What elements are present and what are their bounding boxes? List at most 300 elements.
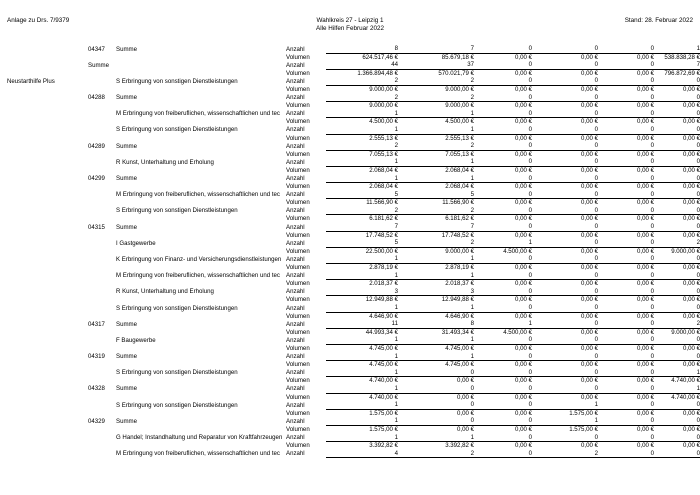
cell-value-c: 0 — [532, 158, 598, 166]
cell-value-e: 0 — [654, 450, 700, 458]
cell-total: 6.181,62 € — [369, 215, 398, 223]
cell-program — [0, 85, 88, 93]
cell-total: 624.517,46 € — [362, 53, 398, 61]
cell-total: 1 — [326, 255, 398, 263]
cell-value-c: 0,00 € — [581, 296, 598, 304]
table-row — [0, 296, 700, 304]
cell-sector: M Erbringung von freiberuflichen, wissenschaftlichen und tec — [116, 110, 280, 118]
cell-program — [0, 231, 88, 239]
cell-value-d: 0,00 € — [637, 328, 654, 336]
cell-measure: Volumen — [286, 85, 310, 93]
cell-postcode — [88, 102, 116, 110]
cell-sector: S Erbringung von sonstigen Dienstleistungen — [116, 369, 238, 377]
cell-measure: Volumen — [286, 377, 310, 385]
cell-value-a: 0,00 € — [457, 425, 474, 433]
cell-postcode — [88, 328, 116, 336]
cell-value-c: 0,00 € — [581, 118, 598, 126]
cell-total: 8 — [326, 45, 398, 53]
cell-total: 44 — [326, 61, 398, 69]
cell-sector: Summe — [116, 223, 137, 231]
table-row — [0, 434, 700, 442]
cell-value-d: 0,00 € — [637, 280, 654, 288]
cell-value-a: 7.055,13 € — [445, 150, 474, 158]
title-line-2: Alle Hilfen Februar 2022 — [316, 25, 384, 32]
cell-value-c: 2 — [532, 450, 598, 458]
cell-value-d: 0 — [598, 175, 654, 183]
cell-postcode: 04289 — [88, 142, 105, 150]
cell-value-e: 0 — [654, 288, 700, 296]
cell-value-b: 0 — [474, 191, 532, 199]
cell-total: 4.740,00 € — [369, 377, 398, 385]
cell-value-d: 0 — [598, 417, 654, 425]
cell-sector — [116, 377, 286, 385]
cell-value-b: 0,00 € — [515, 231, 532, 239]
cell-postcode — [88, 361, 116, 369]
cell-total: 1 — [326, 158, 398, 166]
table-row — [0, 353, 700, 361]
cell-value-a: 2.068,04 € — [445, 166, 474, 174]
cell-postcode — [88, 280, 116, 288]
cell-value-d: 0,00 € — [637, 183, 654, 191]
cell-sector — [116, 183, 286, 191]
table-row — [0, 312, 700, 320]
cell-total: 4.646,90 € — [369, 312, 398, 320]
cell-value-e: 0,00 € — [683, 425, 700, 433]
cell-value-e: 0 — [654, 191, 700, 199]
cell-value-d: 0 — [598, 369, 654, 377]
cell-program — [0, 320, 88, 328]
cell-sector — [116, 393, 286, 401]
cell-postcode: 04317 — [88, 320, 105, 328]
cell-measure: Volumen — [286, 344, 310, 352]
cell-postcode: 04347 — [88, 45, 105, 53]
cell-postcode — [88, 85, 116, 93]
cell-value-c: 0 — [532, 142, 598, 150]
cell-value-d: 0 — [598, 158, 654, 166]
cell-value-b: 0 — [474, 304, 532, 312]
cell-value-d: 0,00 € — [637, 118, 654, 126]
cell-total: 4.745,00 € — [369, 344, 398, 352]
cell-value-d: 0,00 € — [637, 344, 654, 352]
cell-program — [0, 264, 88, 272]
cell-total: 1 — [326, 353, 398, 361]
table-row — [0, 417, 700, 425]
cell-value-b: 0 — [474, 142, 532, 150]
cell-value-b: 0 — [474, 94, 532, 102]
cell-postcode — [88, 296, 116, 304]
cell-program — [0, 69, 88, 77]
cell-postcode — [88, 53, 116, 61]
cell-program — [0, 215, 88, 223]
cell-value-e: 7 — [654, 61, 700, 69]
cell-postcode — [88, 336, 116, 344]
cell-postcode — [88, 255, 116, 263]
cell-value-b: 4.500,00 € — [503, 328, 532, 336]
cell-value-c: 0,00 € — [581, 247, 598, 255]
cell-program — [0, 280, 88, 288]
cell-measure: Anzahl — [286, 255, 305, 263]
cell-value-b: 0,00 € — [515, 296, 532, 304]
table-row — [0, 385, 700, 393]
cell-total: 2 — [326, 207, 398, 215]
cell-measure: Anzahl — [286, 369, 305, 377]
cell-value-e: 1 — [654, 369, 700, 377]
cell-value-e: 0,00 € — [683, 264, 700, 272]
cell-total: 2 — [326, 94, 398, 102]
cell-value-b: 0 — [474, 175, 532, 183]
cell-value-c: 0,00 € — [581, 280, 598, 288]
cell-value-a: 2 — [398, 94, 474, 102]
cell-value-d: 0,00 € — [637, 69, 654, 77]
cell-total: 2.068,04 € — [369, 183, 398, 191]
cell-measure: Volumen — [286, 425, 310, 433]
cell-sector — [116, 409, 286, 417]
cell-value-b: 0,00 € — [515, 344, 532, 352]
cell-value-c: 1 — [532, 401, 598, 409]
table-row — [0, 183, 700, 191]
cell-value-a: 1 — [398, 126, 474, 134]
cell-value-d: 0 — [598, 450, 654, 458]
cell-postcode — [88, 150, 116, 158]
cell-value-a: 0 — [398, 369, 474, 377]
cell-measure: Volumen — [286, 166, 310, 174]
cell-value-d: 0,00 € — [637, 442, 654, 450]
cell-value-a: 1 — [398, 434, 474, 442]
cell-total: 1.575,00 € — [369, 409, 398, 417]
cell-measure: Volumen — [286, 231, 310, 239]
cell-value-d: 0,00 € — [637, 247, 654, 255]
table-row — [0, 191, 700, 199]
cell-value-b: 0 — [474, 385, 532, 393]
cell-program: Neustarthilfe Plus — [7, 77, 55, 85]
cell-total: 1.366.894,48 € — [357, 69, 398, 77]
cell-value-c: 0,00 € — [581, 102, 598, 110]
cell-total: 11 — [326, 320, 398, 328]
cell-value-b: 0,00 € — [515, 425, 532, 433]
cell-value-e: 0,00 € — [683, 166, 700, 174]
cell-value-a: 6.181,62 € — [445, 215, 474, 223]
cell-value-a: 5 — [398, 191, 474, 199]
cell-sector — [116, 53, 286, 61]
cell-value-d: 0 — [598, 239, 654, 247]
cell-value-b: 0,00 € — [515, 199, 532, 207]
cell-measure: Volumen — [286, 442, 310, 450]
cell-value-c: 0 — [532, 61, 598, 69]
cell-total: 2.555,13 € — [369, 134, 398, 142]
cell-value-c: 0,00 € — [581, 264, 598, 272]
cell-value-e: 0,00 € — [683, 231, 700, 239]
cell-value-b: 0 — [474, 417, 532, 425]
cell-value-c: 0 — [532, 191, 598, 199]
cell-sector: S Erbringung von sonstigen Dienstleistungen — [116, 401, 238, 409]
cell-value-c: 0,00 € — [581, 150, 598, 158]
cell-value-b: 0,00 € — [515, 85, 532, 93]
cell-total: 3 — [326, 288, 398, 296]
table-row — [0, 328, 700, 336]
cell-value-b: 0,00 € — [515, 361, 532, 369]
cell-value-c: 0 — [532, 353, 598, 361]
cell-value-b: 0,00 € — [515, 150, 532, 158]
cell-value-d: 0 — [598, 336, 654, 344]
cell-value-b: 0 — [474, 110, 532, 118]
table-row — [0, 450, 700, 458]
cell-value-d: 0,00 € — [637, 393, 654, 401]
cell-value-e: 9.000,00 € — [671, 328, 700, 336]
cell-value-b: 0 — [474, 61, 532, 69]
cell-measure: Anzahl — [286, 158, 305, 166]
cell-program — [0, 328, 88, 336]
cell-value-a: 0 — [398, 417, 474, 425]
cell-program — [0, 409, 88, 417]
cell-value-d: 0,00 € — [637, 166, 654, 174]
cell-total: 4 — [326, 450, 398, 458]
cell-sector: Summe — [116, 385, 137, 393]
cell-program — [0, 158, 88, 166]
cell-postcode — [88, 247, 116, 255]
cell-value-a: 2.555,13 € — [445, 134, 474, 142]
table-row — [0, 369, 700, 377]
cell-sector: Summe — [116, 417, 137, 425]
cell-program — [0, 175, 88, 183]
cell-total: 44.993,34 € — [365, 328, 398, 336]
cell-postcode: 04299 — [88, 175, 105, 182]
cell-value-b: 0 — [474, 207, 532, 215]
table-row — [0, 272, 700, 280]
cell-postcode: 04328 — [88, 385, 105, 393]
cell-value-c: 0 — [532, 207, 598, 215]
cell-value-b: 0,00 € — [515, 280, 532, 288]
cell-measure: Anzahl — [286, 434, 305, 441]
cell-value-b: 0 — [474, 45, 532, 53]
cell-postcode — [88, 231, 116, 239]
table-row — [0, 61, 700, 69]
cell-program — [0, 393, 88, 401]
table-row — [0, 231, 700, 239]
cell-postcode — [88, 183, 116, 191]
cell-value-c: 1.575,00 € — [569, 425, 598, 433]
cell-sector — [116, 312, 286, 320]
cell-sector — [116, 85, 286, 93]
table-row — [0, 77, 700, 85]
cell-postcode — [88, 126, 116, 134]
cell-value-b: 0 — [474, 255, 532, 263]
cell-postcode — [88, 409, 116, 417]
cell-measure: Anzahl — [286, 353, 305, 361]
cell-measure: Volumen — [286, 409, 310, 417]
cell-measure: Anzahl — [286, 223, 305, 231]
cell-value-e: 9.000,00 € — [671, 247, 700, 255]
cell-value-d: 0 — [598, 288, 654, 296]
cell-program — [0, 183, 88, 191]
cell-value-b: 1 — [474, 320, 532, 328]
table-row — [0, 126, 700, 134]
cell-measure: Volumen — [286, 361, 310, 369]
document-date: Stand: 28. Februar 2022 — [624, 17, 693, 24]
table-body — [0, 45, 700, 458]
cell-total: 1 — [326, 434, 398, 442]
cell-total: 5 — [326, 239, 398, 247]
cell-value-c: 0,00 € — [581, 231, 598, 239]
cell-program — [0, 312, 88, 320]
table-row — [0, 377, 700, 385]
cell-total: 3.392,82 € — [369, 442, 398, 450]
cell-value-c: 0,00 € — [581, 199, 598, 207]
cell-program — [0, 223, 88, 231]
cell-sector — [116, 247, 286, 255]
cell-sector — [116, 215, 286, 223]
cell-program — [0, 361, 88, 369]
cell-value-c: 0 — [532, 223, 598, 231]
cell-value-b: 0 — [474, 272, 532, 280]
cell-value-c: 0,00 € — [581, 53, 598, 61]
cell-sector — [116, 231, 286, 239]
cell-value-b: 0,00 € — [515, 53, 532, 61]
cell-value-e: 0,00 € — [683, 134, 700, 142]
cell-value-e: 2 — [654, 320, 700, 328]
cell-program — [0, 166, 88, 174]
cell-value-a: 7 — [398, 223, 474, 231]
cell-value-a: 1 — [398, 336, 474, 344]
cell-total: 4.740,00 € — [369, 393, 398, 401]
cell-sector — [116, 280, 286, 288]
cell-sector: K Erbringung von Finanz- und Versicherungsdienstleistungen — [116, 255, 282, 263]
cell-value-e: 4.740,00 € — [671, 393, 700, 401]
cell-value-e: 0 — [654, 336, 700, 344]
cell-value-d: 0 — [598, 126, 654, 134]
cell-value-b: 0,00 € — [515, 102, 532, 110]
cell-value-d: 0,00 € — [637, 312, 654, 320]
cell-total: 4.500,00 € — [369, 118, 398, 126]
cell-value-e: 0 — [654, 353, 700, 361]
cell-program — [0, 207, 88, 215]
cell-measure: Anzahl — [286, 320, 305, 328]
cell-measure: Volumen — [286, 393, 310, 401]
cell-value-c: 1 — [532, 417, 598, 425]
cell-value-b: 0,00 € — [515, 166, 532, 174]
cell-total: 4.745,00 € — [369, 361, 398, 369]
cell-program — [0, 296, 88, 304]
cell-program — [0, 288, 88, 296]
cell-value-a: 1 — [398, 158, 474, 166]
table-row — [0, 264, 700, 272]
cell-sector: Summe — [116, 94, 137, 102]
cell-measure: Volumen — [286, 264, 310, 272]
cell-postcode — [88, 434, 116, 442]
cell-program — [0, 134, 88, 142]
cell-measure: Anzahl — [286, 450, 305, 458]
cell-sector: Summe — [116, 353, 137, 361]
cell-value-a: 9.000,00 € — [445, 85, 474, 93]
cell-value-a: 4.500,00 € — [445, 118, 474, 126]
cell-total: 1 — [326, 385, 398, 393]
cell-postcode: Summe — [88, 61, 109, 69]
cell-sector: M Erbringung von freiberuflichen, wissenschaftlichen und tec — [116, 450, 280, 458]
cell-value-a: 2.068,04 € — [445, 183, 474, 191]
cell-value-a: 2 — [398, 77, 474, 85]
cell-program — [0, 417, 88, 425]
cell-program — [0, 126, 88, 134]
cell-sector: Summe — [116, 45, 137, 53]
cell-value-a: 7 — [398, 45, 474, 53]
cell-value-b: 0,00 € — [515, 442, 532, 450]
cell-sector: R Kunst, Unterhaltung und Erholung — [116, 288, 214, 296]
cell-postcode: 04329 — [88, 417, 105, 425]
table-row — [0, 69, 700, 77]
cell-value-d: 0,00 € — [637, 231, 654, 239]
cell-sector — [116, 118, 286, 126]
cell-sector — [116, 61, 286, 69]
cell-measure: Volumen — [286, 102, 310, 110]
cell-measure: Volumen — [286, 328, 310, 336]
cell-value-d: 0 — [598, 61, 654, 69]
cell-value-c: 0 — [532, 126, 598, 134]
cell-value-b: 0 — [474, 336, 532, 344]
cell-postcode — [88, 264, 116, 272]
cell-measure: Anzahl — [286, 126, 305, 134]
cell-value-e: 538.838,28 € — [664, 53, 700, 61]
cell-program — [0, 336, 88, 344]
cell-measure: Anzahl — [286, 336, 305, 344]
cell-value-b: 0 — [474, 450, 532, 458]
cell-measure: Anzahl — [286, 272, 305, 280]
cell-value-c: 0,00 € — [581, 442, 598, 450]
cell-measure: Volumen — [286, 134, 310, 142]
cell-value-a: 0 — [398, 385, 474, 393]
cell-program — [0, 450, 88, 458]
cell-value-b: 0,00 € — [515, 312, 532, 320]
cell-program — [0, 255, 88, 263]
cell-total: 2.018,37 € — [369, 280, 398, 288]
cell-postcode — [88, 207, 116, 215]
cell-total: 9.000,00 € — [369, 102, 398, 110]
cell-measure: Anzahl — [286, 401, 305, 409]
cell-value-e: 0 — [654, 175, 700, 183]
cell-postcode — [88, 199, 116, 207]
cell-value-b: 0,00 € — [515, 393, 532, 401]
cell-postcode — [88, 166, 116, 174]
cell-program — [0, 353, 88, 361]
cell-value-d: 0 — [598, 77, 654, 85]
cell-measure: Anzahl — [286, 207, 305, 215]
cell-value-e: 0 — [654, 110, 700, 118]
table-row — [0, 344, 700, 352]
cell-sector — [116, 166, 286, 174]
cell-value-e: 0,00 € — [683, 150, 700, 158]
cell-value-c: 0,00 € — [581, 183, 598, 191]
cell-value-a: 1 — [398, 110, 474, 118]
cell-postcode — [88, 369, 116, 377]
cell-value-a: 12.949,88 € — [441, 296, 474, 304]
cell-total: 7 — [326, 223, 398, 231]
cell-postcode — [88, 158, 116, 166]
cell-value-c: 0 — [532, 288, 598, 296]
cell-value-a: 11.566,90 € — [442, 199, 474, 207]
cell-value-c: 0,00 € — [581, 312, 598, 320]
cell-value-d: 0 — [598, 320, 654, 328]
cell-postcode — [88, 134, 116, 142]
cell-value-c: 0 — [532, 320, 598, 328]
cell-sector: G Handel; Instandhaltung und Reparatur von Kraftfahrzeugen — [116, 434, 283, 441]
cell-postcode — [88, 77, 116, 85]
cell-value-b: 1 — [474, 239, 532, 247]
cell-value-c: 0,00 € — [581, 134, 598, 142]
cell-value-e: 0,00 € — [683, 199, 700, 207]
cell-postcode — [88, 288, 116, 296]
cell-value-c: 0 — [532, 304, 598, 312]
cell-value-a: 31.493,34 € — [441, 328, 474, 336]
table-row — [0, 401, 700, 409]
cell-value-e: 0,00 € — [683, 344, 700, 352]
